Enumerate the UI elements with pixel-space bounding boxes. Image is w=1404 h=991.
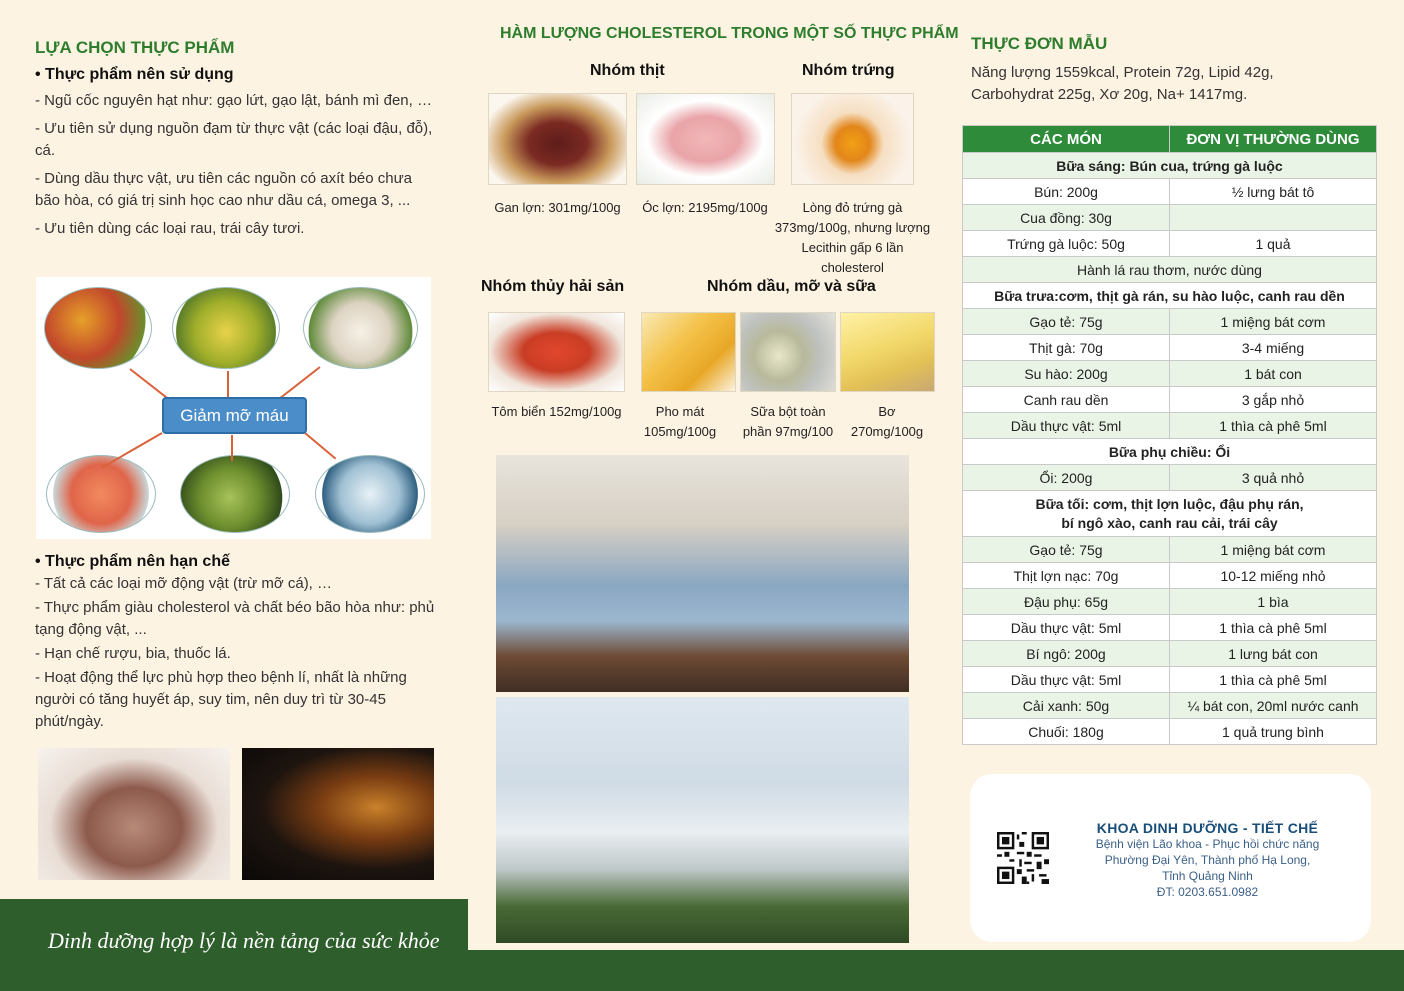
limit-item: - Tất cả các loại mỡ động vật (trừ mỡ cá), … <box>35 575 333 592</box>
liver-caption: Gan lợn: 301mg/100g <box>494 200 621 215</box>
unit-cell: 1 bìa <box>1170 589 1377 615</box>
table-row <box>963 179 1377 205</box>
dish-cell: Dầu thực vật: 5ml <box>963 667 1170 693</box>
table-row <box>963 361 1377 387</box>
dairy-group-title: Nhóm dầu, mỡ và sữa <box>707 278 876 295</box>
table-row <box>963 413 1377 439</box>
meal-snack: Bữa phụ chiều: Ổi <box>963 439 1377 465</box>
unit-cell: 10-12 miếng nhỏ <box>1170 563 1377 589</box>
alcohol-cigarette-photo <box>242 748 434 880</box>
organ-meat-photo <box>38 748 230 880</box>
table-row <box>963 615 1377 641</box>
unit-cell: 1 thìa cà phê 5ml <box>1170 615 1377 641</box>
table-row <box>963 465 1377 491</box>
table-row <box>963 563 1377 589</box>
unit-cell <box>1170 205 1377 231</box>
dish-cell: Dầu thực vật: 5ml <box>963 615 1170 641</box>
dish-cell: Su hào: 200g <box>963 361 1170 387</box>
meat-group-title: Nhóm thịt <box>590 62 665 79</box>
table-row <box>963 641 1377 667</box>
shrimp-caption: Tôm biển 152mg/100g <box>491 404 622 419</box>
brain-caption: Óc lợn: 2195mg/100g <box>642 200 768 215</box>
meal-row <box>963 439 1377 465</box>
limit-item: - Thực phẩm giàu cholesterol và chất béo bão hòa như: phủ tạng động vật, ... <box>35 599 435 638</box>
olive-oil-image <box>172 287 280 369</box>
cholesterol-title: HÀM LƯỢNG CHOLESTEROL TRONG MỘT SỐ THỰC PHẨM <box>500 25 959 42</box>
unit-cell: 1 thìa cà phê 5ml <box>1170 413 1377 439</box>
unit-cell: 1 quả <box>1170 231 1377 257</box>
meal-lunch: Bữa trưa:cơm, thịt gà rán, su hào luộc, canh rau dền <box>963 283 1377 309</box>
address-line: Tỉnh Quảng Ninh <box>1162 869 1253 883</box>
table-row <box>963 719 1377 745</box>
fruits-image <box>44 287 152 369</box>
table-row <box>963 387 1377 413</box>
garlic-image <box>303 287 418 369</box>
seafood-group-title: Nhóm thủy hải sản <box>481 278 625 295</box>
meal-dinner <box>963 491 1377 537</box>
dish-cell: Cải xanh: 50g <box>963 693 1170 719</box>
patients-meeting-photo <box>496 455 909 692</box>
column-header-dishes: CÁC MÓN <box>963 126 1170 153</box>
recommended-item: - Ngũ cốc nguyên hạt như: gạo lứt, gạo lật, bánh mì đen, … <box>35 92 432 109</box>
column-header-units: ĐƠN VỊ THƯỜNG DÙNG <box>1170 126 1377 153</box>
water-image <box>315 455 425 533</box>
phone-number: ĐT: 0203.651.0982 <box>1156 885 1259 899</box>
recommended-heading: • Thực phẩm nên sử dụng <box>35 66 234 83</box>
table-row <box>963 589 1377 615</box>
butter-caption: Bơ 270mg/100g <box>850 404 924 439</box>
department-title: KHOA DINH DƯỠNG - TIẾT CHẾ <box>1096 820 1319 836</box>
unit-cell: ¼ bát con, 20ml nước canh <box>1170 693 1377 719</box>
dish-cell: Gạo tẻ: 75g <box>963 537 1170 563</box>
recommended-item: - Ưu tiên dùng các loại rau, trái cây tươi. <box>35 220 305 237</box>
recommended-item: - Ưu tiên sử dụng nguồn đạm từ thực vật (các loại đậu, đỗ), cá. <box>35 120 433 159</box>
table-row <box>963 667 1377 693</box>
qr-code-icon[interactable] <box>997 832 1049 884</box>
cheese-caption: Pho mát 105mg/100g <box>643 404 717 439</box>
arrow-connector <box>227 371 229 397</box>
meal-row <box>963 283 1377 309</box>
dish-cell: Thịt lợn nạc: 70g <box>963 563 1170 589</box>
table-header-row <box>963 126 1377 153</box>
dish-cell: Ổi: 200g <box>963 465 1170 491</box>
dish-cell: Gạo tẻ: 75g <box>963 309 1170 335</box>
pork-liver-image <box>488 93 627 185</box>
unit-cell: 1 bát con <box>1170 361 1377 387</box>
egg-caption: Lòng đỏ trứng gà 373mg/100g, nhưng lượng Lecithin gấp 6 lần cholesterol <box>774 200 931 275</box>
meal-dinner-line: Bữa tối: cơm, thịt lợn luộc, đậu phụ rán, <box>1035 495 1304 512</box>
dish-cell: Dầu thực vật: 5ml <box>963 413 1170 439</box>
table-row <box>963 231 1377 257</box>
hospital-building-photo <box>496 697 909 943</box>
unit-cell: 1 thìa cà phê 5ml <box>1170 667 1377 693</box>
shrimp-image <box>488 312 625 392</box>
unit-cell: 1 miệng bát cơm <box>1170 537 1377 563</box>
limit-item: - Hạn chế rượu, bia, thuốc lá. <box>35 645 231 662</box>
recommended-section <box>35 66 440 240</box>
meal-row <box>963 491 1377 537</box>
meal-breakfast: Bữa sáng: Bún cua, trứng gà luộc <box>963 153 1377 179</box>
cheese-image <box>641 312 736 392</box>
reduce-lipid-label: Giảm mỡ máu <box>162 397 307 434</box>
sample-menu-table <box>962 125 1377 745</box>
butter-image <box>840 312 935 392</box>
table-row <box>963 205 1377 231</box>
table-row <box>963 537 1377 563</box>
sample-menu-title: THỰC ĐƠN MẪU <box>971 34 1108 53</box>
footer-strip <box>468 950 1404 991</box>
egg-group-title: Nhóm trứng <box>802 62 895 79</box>
recommended-item: - Dùng dầu thực vật, ưu tiên các nguồn có axít béo chưa bão hòa, có giá trị sinh học cao như dầu cá, omega 3, ... <box>35 170 413 209</box>
limit-section <box>35 553 440 733</box>
hospital-name: Bệnh viện Lão khoa - Phục hồi chức năng <box>1095 837 1320 851</box>
arrow-connector <box>231 435 233 461</box>
address-line: Phường Đại Yên, Thành phố Hạ Long, <box>1104 853 1311 867</box>
meal-row <box>963 153 1377 179</box>
dish-cell: Cua đồng: 30g <box>963 205 1170 231</box>
unit-cell: 3-4 miếng <box>1170 335 1377 361</box>
dish-cell: Canh rau dền <box>963 387 1170 413</box>
table-row <box>963 335 1377 361</box>
unit-cell: 1 quả trung bình <box>1170 719 1377 745</box>
limit-heading: • Thực phẩm nên hạn chế <box>35 553 230 570</box>
table-row <box>963 257 1377 283</box>
egg-yolk-image <box>791 93 914 185</box>
dish-cell: Thịt gà: 70g <box>963 335 1170 361</box>
milk-caption: Sữa bột toàn phần 97mg/100 <box>742 404 834 439</box>
unit-cell: 3 quả nhỏ <box>1170 465 1377 491</box>
limit-item: - Hoạt động thể lực phù hợp theo bệnh lí, nhất là những người có tăng huyết áp, suy tim, nên duy trì từ 30-45 phút/ngày. <box>35 669 407 730</box>
unit-cell: 3 gắp nhỏ <box>1170 387 1377 413</box>
dish-cell: Chuối: 180g <box>963 719 1170 745</box>
dish-cell: Hành lá rau thơm, nước dùng <box>963 257 1377 283</box>
milk-powder-image <box>740 312 836 392</box>
dish-cell: Bún: 200g <box>963 179 1170 205</box>
unit-cell: ½ lưng bát tô <box>1170 179 1377 205</box>
dish-cell: Bí ngô: 200g <box>963 641 1170 667</box>
unit-cell: 1 miệng bát cơm <box>1170 309 1377 335</box>
green-tea-image <box>180 455 290 533</box>
table-row <box>963 693 1377 719</box>
nutrition-summary: Năng lượng 1559kcal, Protein 72g, Lipid 42g, Carbohydrat 225g, Xơ 20g, Na+ 1417mg. <box>971 64 1274 103</box>
dish-cell: Trứng gà luộc: 50g <box>963 231 1170 257</box>
footer-slogan: Dinh dưỡng hợp lý là nền tảng của sức khỏe <box>48 928 440 953</box>
dish-cell: Đậu phụ: 65g <box>963 589 1170 615</box>
table-row <box>963 309 1377 335</box>
meal-dinner-line: bí ngô xào, canh rau cải, trái cây <box>1061 514 1278 531</box>
food-choice-title: LỰA CHỌN THỰC PHẨM <box>35 38 235 57</box>
pork-brain-image <box>636 93 775 185</box>
unit-cell: 1 lưng bát con <box>1170 641 1377 667</box>
